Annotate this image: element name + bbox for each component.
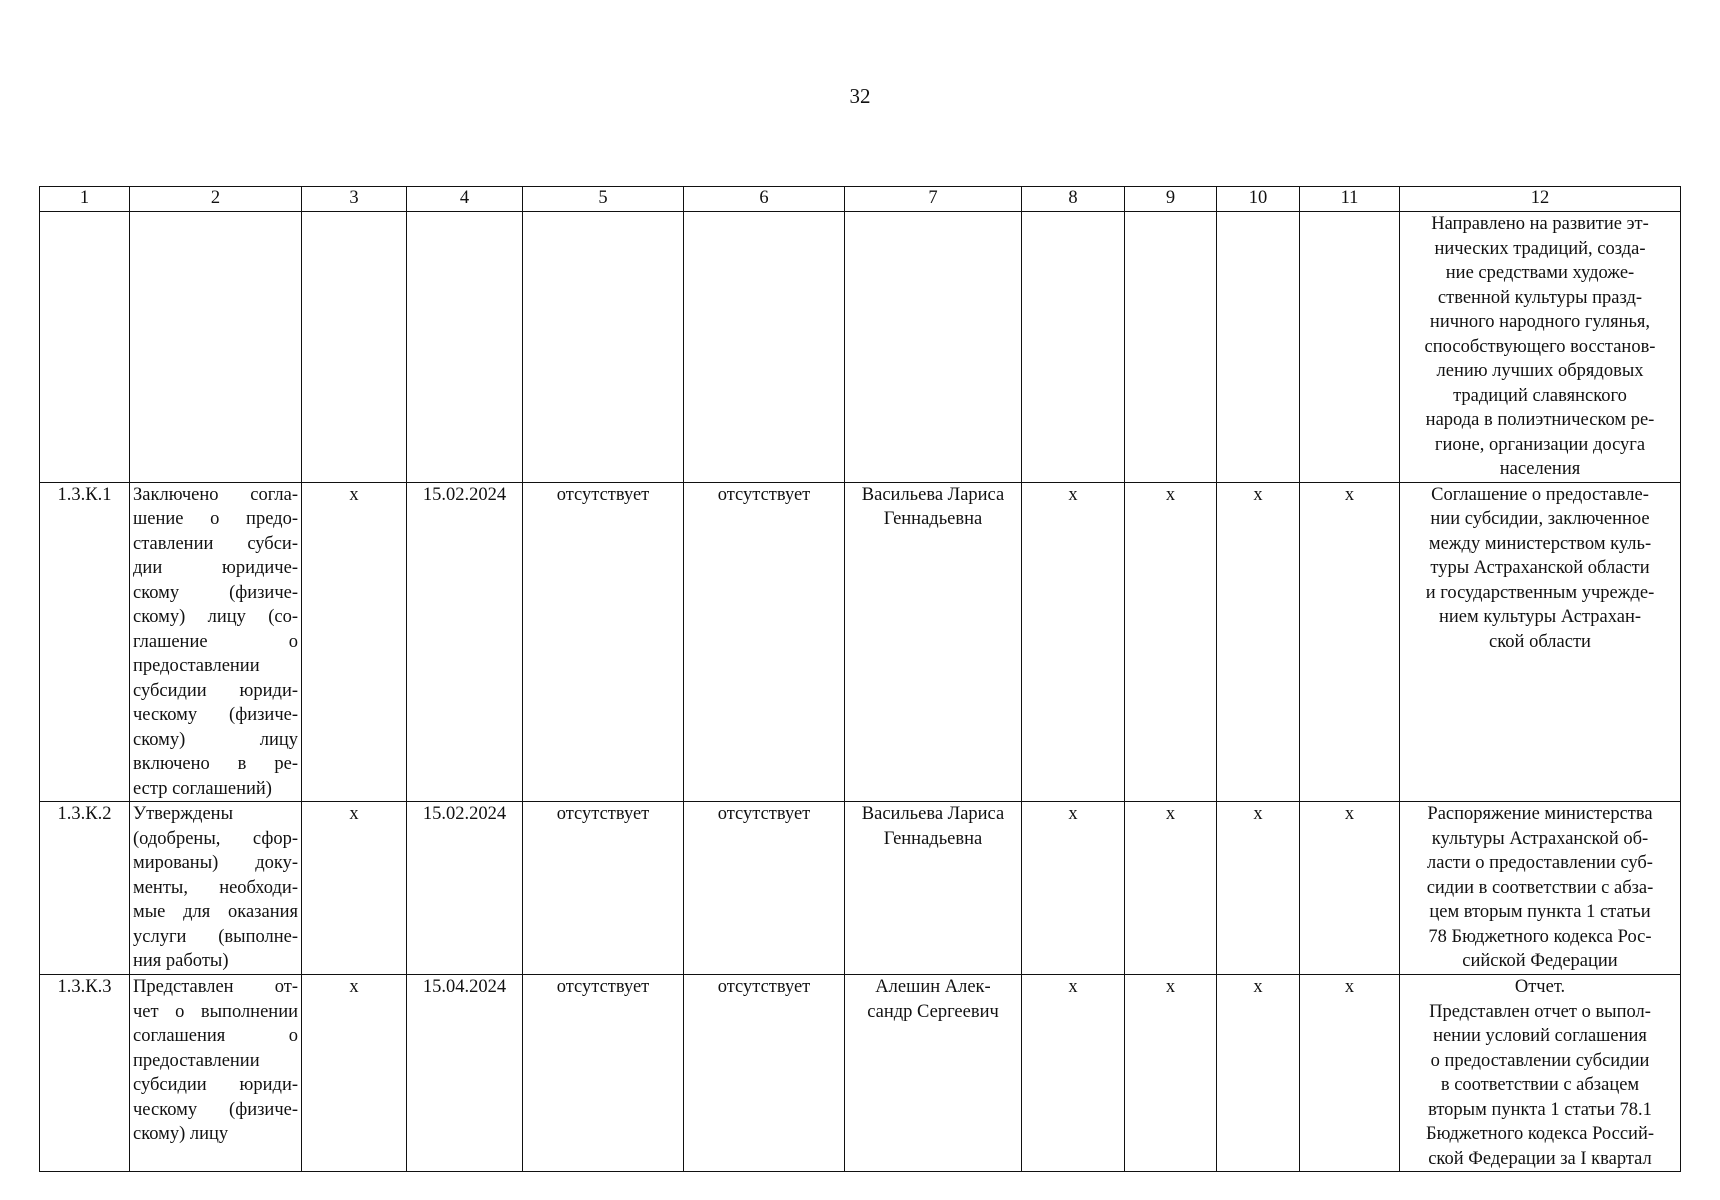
text-line: ской Федерации за I квартал: [1428, 1148, 1652, 1169]
text-line: цем вторым пункта 1 статьи: [1429, 902, 1651, 922]
text-line: глашение о: [133, 631, 298, 652]
text-line: ничного народного гулянья,: [1429, 312, 1651, 332]
text-line: естр соглашений): [133, 778, 272, 799]
text-line: ческому (физиче-: [133, 1099, 298, 1120]
cell-col6: отсутствует: [684, 482, 845, 802]
cell-col8: [1022, 212, 1125, 483]
text-line: способствующего восстанов-: [1424, 336, 1656, 357]
cell-description: [1400, 975, 1681, 1172]
table-row: [40, 212, 1681, 483]
column-header: 1: [40, 187, 130, 212]
text-line: предоставлении: [133, 656, 260, 676]
cell-col8: х: [1022, 975, 1125, 1172]
cell-col9: х: [1125, 482, 1217, 802]
cell-responsible: [845, 975, 1022, 1172]
cell-col3: х: [302, 802, 407, 975]
page-number: 32: [849, 84, 871, 108]
text-line: соглашения о: [133, 1026, 298, 1046]
cell-col8: х: [1022, 482, 1125, 802]
text-line: Распоряжение министерства: [1427, 804, 1653, 824]
table-row: [40, 802, 1681, 975]
column-header: 12: [1400, 187, 1681, 212]
text-line: Бюджетного кодекса Россий-: [1425, 1124, 1655, 1144]
cell-date: 15.02.2024: [407, 482, 523, 802]
text-line: нических традиций, созда-: [1434, 238, 1646, 259]
text-line: мированы) доку-: [133, 853, 298, 873]
text-line: сидии в соответствии с абза-: [1426, 877, 1654, 898]
cell-col10: х: [1217, 482, 1300, 802]
cell-col11: х: [1300, 802, 1400, 975]
text-line: населения: [1499, 459, 1581, 479]
cell-col11: [1300, 212, 1400, 483]
text-line: (одобрены, сфор-: [133, 828, 298, 849]
column-header: 4: [407, 187, 523, 212]
text-line: предоставлении: [133, 1050, 260, 1071]
cell-col9: х: [1125, 975, 1217, 1172]
cell-col5: отсутствует: [523, 975, 684, 1172]
cell-col10: [1217, 212, 1300, 483]
text-line: туры Астраханской области: [1430, 558, 1650, 578]
text-line: сийской Федерации: [1462, 951, 1618, 971]
text-line: сандр Сергеевич: [867, 1001, 999, 1022]
column-header: 6: [684, 187, 845, 212]
cell-col10: х: [1217, 975, 1300, 1172]
text-line: в соответствии с абзацем: [1440, 1075, 1640, 1095]
text-line: Геннадьевна: [883, 828, 983, 849]
text-line: Васильева Лариса: [861, 804, 1005, 824]
table-header: [40, 187, 1681, 212]
text-line: скому (физиче-: [133, 582, 298, 603]
cell-col9: [1125, 212, 1217, 483]
text-line: ской области: [1489, 631, 1591, 652]
cell-number: 1.3.К.2: [40, 802, 130, 975]
cell-col5: [523, 212, 684, 483]
table-row: [40, 482, 1681, 802]
cell-number: 1.3.К.1: [40, 482, 130, 802]
text-line: и государственным учрежде-: [1425, 582, 1655, 603]
text-line: 78 Бюджетного кодекса Рос-: [1428, 926, 1652, 947]
text-line: ласти о предоставлении суб-: [1427, 853, 1653, 873]
cell-event: [130, 802, 302, 975]
cell-event: [130, 482, 302, 802]
text-line: менты, необходи-: [133, 877, 298, 898]
header-row: [40, 187, 1681, 212]
text-line: Геннадьевна: [883, 509, 983, 529]
text-line: гионе, организации досуга: [1434, 434, 1646, 455]
cell-col8: х: [1022, 802, 1125, 975]
text-line: вторым пункта 1 статьи 78.1: [1428, 1099, 1652, 1120]
text-line: традиций славянского: [1453, 385, 1627, 406]
cell-description: [1400, 802, 1681, 975]
cell-responsible: [845, 482, 1022, 802]
cell-event: [130, 212, 302, 483]
column-header: 2: [130, 187, 302, 212]
cell-col6: отсутствует: [684, 802, 845, 975]
text-line: Алешин Алек-: [875, 977, 991, 997]
text-line: шение о предо-: [133, 509, 298, 529]
cell-date: [407, 212, 523, 483]
text-line: ческому (физиче-: [133, 705, 298, 725]
text-line: Представлен от-: [133, 977, 298, 997]
text-line: скому) лицу: [133, 1124, 229, 1144]
text-line: Направлено на развитие эт-: [1431, 214, 1649, 234]
text-line: Отчет.: [1514, 977, 1566, 997]
text-line: дии юридиче-: [133, 558, 298, 578]
cell-col11: х: [1300, 482, 1400, 802]
text-line: ственной культуры празд-: [1437, 287, 1643, 308]
column-header: 10: [1217, 187, 1300, 212]
cell-number: [40, 212, 130, 483]
column-header: 7: [845, 187, 1022, 212]
cell-col9: х: [1125, 802, 1217, 975]
text-line: нении условий соглашения: [1433, 1026, 1647, 1046]
cell-responsible: [845, 212, 1022, 483]
cell-description: [1400, 482, 1681, 802]
text-line: о предоставлении субсидии: [1430, 1050, 1650, 1071]
cell-responsible: [845, 802, 1022, 975]
text-line: Утверждены: [133, 804, 234, 824]
text-line: услуги (выполне-: [133, 926, 298, 947]
text-line: нии субсидии, заключенное: [1430, 509, 1650, 529]
cell-col10: х: [1217, 802, 1300, 975]
cell-date: 15.04.2024: [407, 975, 523, 1172]
text-line: ставлении субси-: [133, 533, 298, 554]
column-header: 9: [1125, 187, 1217, 212]
text-line: между министерством куль-: [1428, 533, 1652, 554]
cell-event: [130, 975, 302, 1172]
cell-date: 15.02.2024: [407, 802, 523, 975]
column-header: 8: [1022, 187, 1125, 212]
cell-col6: [684, 212, 845, 483]
text-line: нием культуры Астрахан-: [1438, 607, 1642, 627]
column-header: 3: [302, 187, 407, 212]
cell-col3: х: [302, 975, 407, 1172]
cell-description: [1400, 212, 1681, 483]
text-line: Соглашение о предоставле-: [1431, 484, 1649, 505]
text-line: ния работы): [133, 951, 229, 971]
text-line: мые для оказания: [133, 902, 298, 922]
text-line: чет о выполнении: [133, 1001, 298, 1022]
cell-col3: х: [302, 482, 407, 802]
text-line: включено в ре-: [133, 754, 298, 774]
cell-col5: отсутствует: [523, 802, 684, 975]
text-line: субсидии юриди-: [133, 1075, 298, 1095]
text-line: ние средствами художе-: [1445, 263, 1635, 283]
cell-col3: [302, 212, 407, 483]
cell-col11: х: [1300, 975, 1400, 1172]
text-line: Заключено согла-: [133, 484, 298, 505]
cell-number: 1.3.К.3: [40, 975, 130, 1172]
column-header: 11: [1300, 187, 1400, 212]
text-line: лению лучших обрядовых: [1436, 361, 1644, 381]
text-line: Васильева Лариса: [861, 484, 1005, 505]
text-line: культуры Астраханской об-: [1431, 828, 1649, 849]
table-body: [40, 212, 1681, 1172]
text-line: Представлен отчет о выпол-: [1429, 1001, 1651, 1022]
text-line: субсидии юриди-: [133, 680, 298, 701]
table-row: [40, 975, 1681, 1172]
document-table: [39, 186, 1681, 1172]
text-line: скому) лицу: [133, 729, 298, 750]
cell-col6: отсутствует: [684, 975, 845, 1172]
text-line: народа в полиэтническом ре-: [1425, 410, 1655, 430]
column-header: 5: [523, 187, 684, 212]
cell-col5: отсутствует: [523, 482, 684, 802]
text-line: скому) лицу (со-: [133, 607, 298, 627]
